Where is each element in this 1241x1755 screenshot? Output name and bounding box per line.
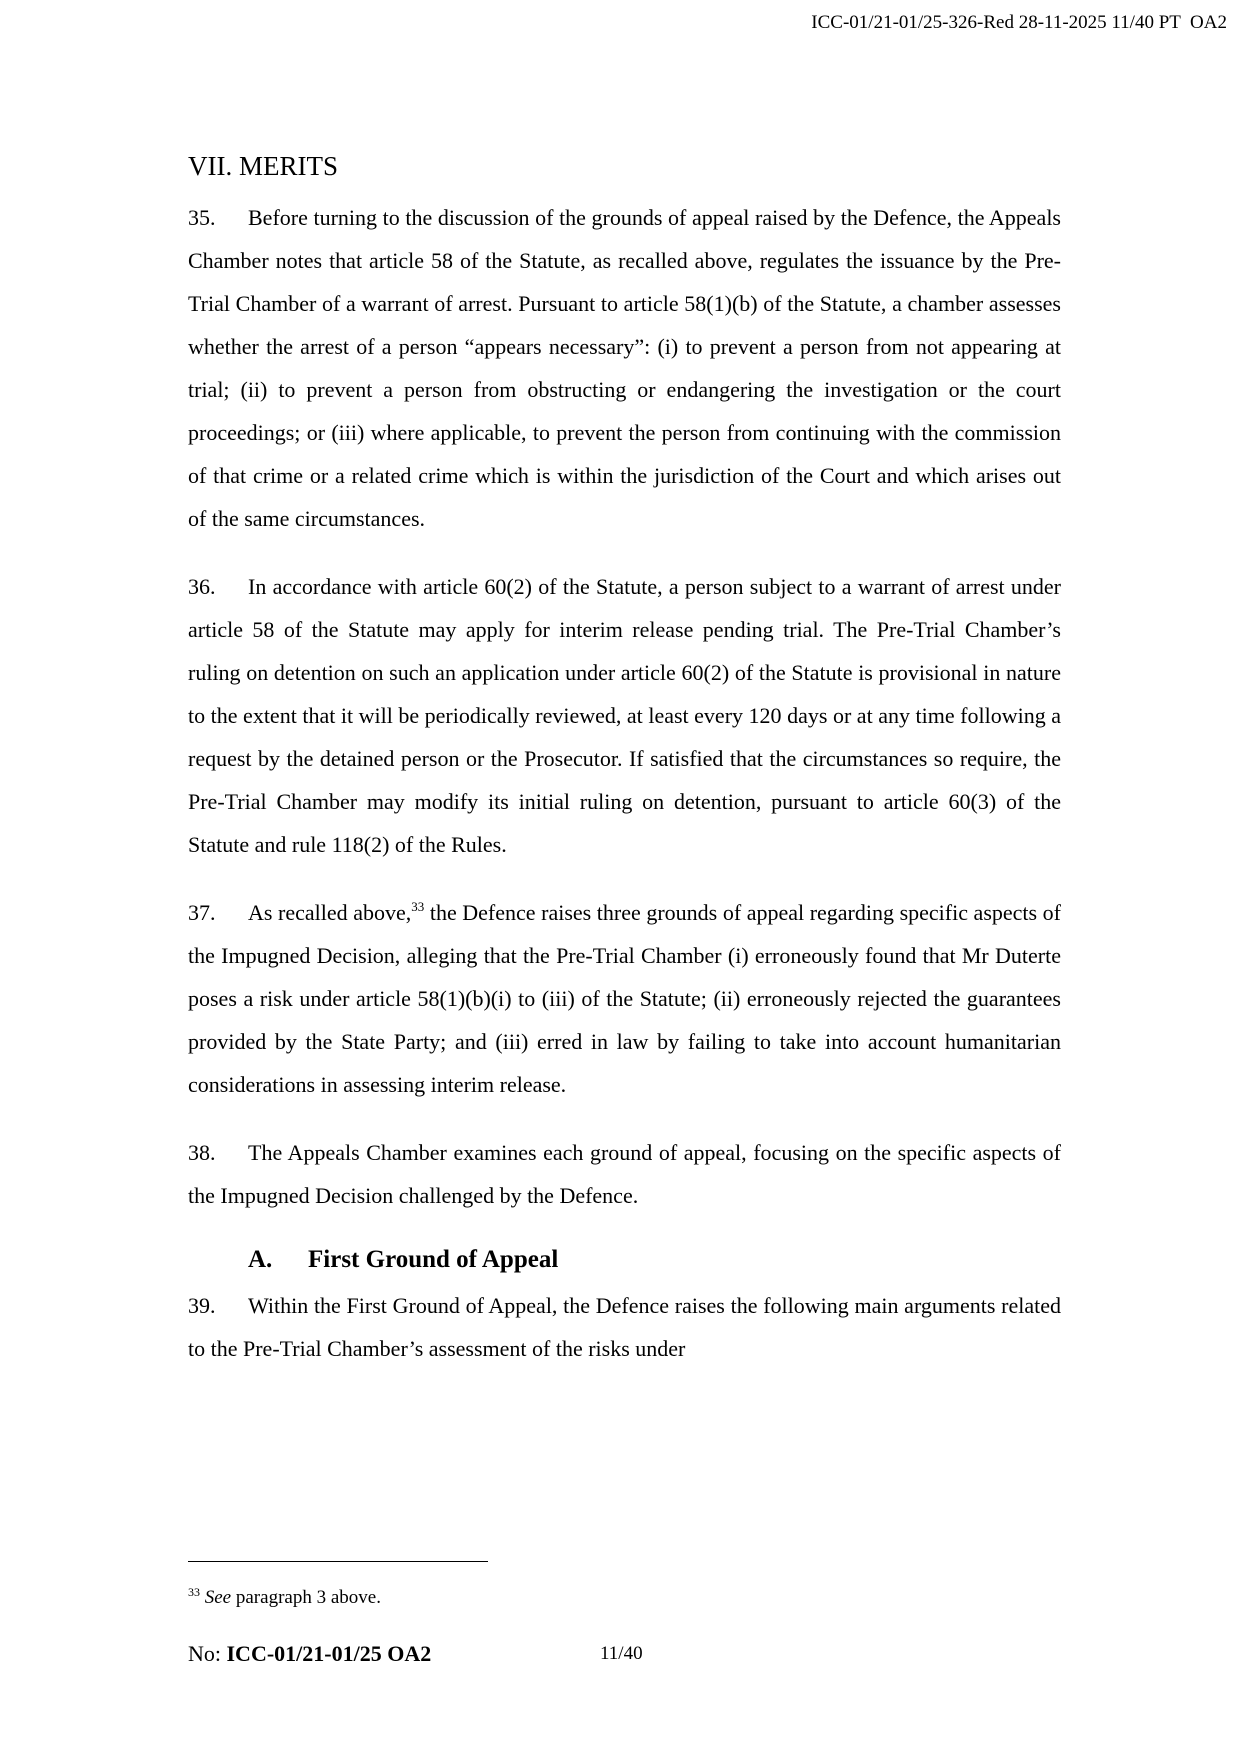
- footnote-italic: See: [204, 1587, 232, 1608]
- paragraph-36: [188, 565, 1061, 866]
- paragraph-37: [188, 891, 1061, 1106]
- subsection-title: First Ground of Appeal: [308, 1246, 559, 1273]
- paragraph-38: [188, 1131, 1061, 1217]
- paragraph-number: 39.: [188, 1293, 216, 1318]
- paragraph-number: 38.: [188, 1140, 216, 1165]
- paragraph-text: Within the First Ground of Appeal, the Defence raises the following main arguments related to the Pre-Trial Chamber’s assessment of the risks under: [188, 1293, 1061, 1361]
- footnote-reference[interactable]: 33: [411, 899, 425, 914]
- footnote-separator: [188, 1561, 488, 1562]
- paragraph-number: 36.: [188, 574, 216, 599]
- paragraph-text-end: the Defence raises three grounds of appeal regarding specific aspects of the Impugned Decision, alleging that the Pre-Trial Chamber (i) erroneously found that Mr Duterte poses a risk under article 58(1)(b)(i) to (iii) of the Statute; (ii) erroneously rejected the guarantees provided by the State Party; and (iii) erred in law by failing to take into account humanitarian considerations in assessing interim release.: [188, 900, 1061, 1097]
- paragraph-text-start: As recalled above,: [248, 900, 412, 925]
- page-body: [188, 148, 1061, 1395]
- page-footer: [188, 1641, 788, 1667]
- paragraph-text: In accordance with article 60(2) of the Statute, a person subject to a warrant of arrest under article 58 of the Statute may apply for interim release pending trial. The Pre-Trial Chamber’s ruling on detention on such an application under article 60(2) of the Statute is provisional in nature to the extent that it will be periodically reviewed, at least every 120 days or at any time following a request by the detained person or the Prosecutor. If satisfied that the circumstances so require, the Pre-Trial Chamber may modify its initial ruling on detention, pursuant to article 60(3) of the Statute and rule 118(2) of the Rules.: [188, 574, 1061, 857]
- footer-case-number: ICC-01/21-01/25 OA2: [226, 1641, 432, 1666]
- subsection-heading: [188, 1242, 1061, 1278]
- paragraph-number: 37.: [188, 900, 216, 925]
- paragraph-text: Before turning to the discussion of the grounds of appeal raised by the Defence, the Appeals Chamber notes that article 58 of the Statute, as recalled above, regulates the issuance by the Pre-Trial Chamber of a warrant of arrest. Pursuant to article 58(1)(b) of the Statute, a chamber assesses whether the arrest of a person “appears necessary”: (i) to prevent a person from not appearing at trial; (ii) to prevent a person from obstructing or endangering the investigation or the court proceedings; or (iii) where applicable, to prevent the person from continuing with the commission of that crime or a related crime which is within the jurisdiction of the Court and which arises out of the same circumstances.: [188, 205, 1061, 531]
- paragraph-number: 35.: [188, 205, 216, 230]
- footnote-text: paragraph 3 above.: [231, 1587, 381, 1608]
- paragraph-text: The Appeals Chamber examines each ground of appeal, focusing on the specific aspects of the Impugned Decision challenged by the Defence.: [188, 1140, 1061, 1208]
- paragraph-35: [188, 196, 1061, 540]
- section-heading: VII. MERITS: [188, 151, 338, 181]
- document-stamp: ICC-01/21-01/25-326-Red 28-11-2025 11/40 PT OA2: [811, 12, 1227, 33]
- subsection-letter: A.: [248, 1246, 273, 1273]
- page-number: 11/40: [600, 1643, 643, 1664]
- footnote-number: 33: [188, 1585, 200, 1599]
- paragraph-39: [188, 1284, 1061, 1370]
- footnote: [188, 1585, 381, 1609]
- footer-label: No:: [188, 1641, 227, 1666]
